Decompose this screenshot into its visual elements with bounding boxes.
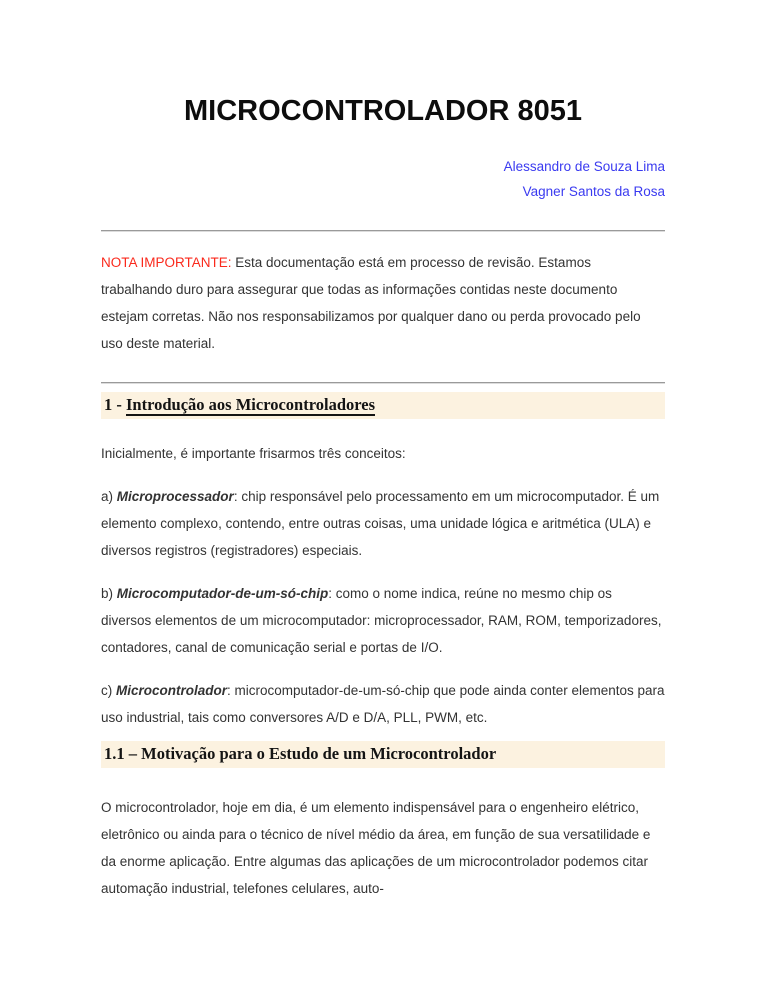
definition-item-a xyxy=(101,483,665,564)
page-title: MICROCONTROLADOR 8051 xyxy=(184,95,582,127)
item-b-term: Microcomputador-de-um-só-chip xyxy=(116,586,329,601)
definition-item-c xyxy=(101,677,665,731)
item-c-prefix: c) xyxy=(101,683,116,698)
item-a-prefix: a) xyxy=(101,489,117,504)
intro-paragraph: Inicialmente, é importante frisarmos três conceitos: xyxy=(101,446,406,461)
document-page xyxy=(101,0,665,902)
important-note-paragraph xyxy=(101,249,665,357)
author-name-1: Alessandro de Souza Lima xyxy=(503,159,665,174)
section-1-number: 1 - xyxy=(104,395,126,414)
section-1-1-title: 1.1 – Motivação para o Estudo de um Microcontrolador xyxy=(104,744,497,763)
item-b-prefix: b) xyxy=(101,586,117,601)
note-text: Esta documentação está em processo de revisão. Estamos trabalhando duro para assegurar que todas as informações contidas neste documento estejam corretas. Não nos responsabilizamos por qualquer dano ou perda provocado pelo uso deste material. xyxy=(101,255,641,351)
section-1-heading xyxy=(101,392,665,419)
item-a-term: Microprocessador xyxy=(116,489,234,504)
author-name-2: Vagner Santos da Rosa xyxy=(522,184,665,199)
authors-block xyxy=(101,154,665,204)
motivation-paragraph: O microcontrolador, hoje em dia, é um elemento indispensável para o engenheiro elétrico, eletrônico ou ainda para o técnico de nível médio da área, em função de sua versatilidade e da enorme aplicação. Entre algumas das aplicações de um microcontrolador podemos citar automação industrial, telefones celulares, auto- xyxy=(101,800,651,896)
note-label: NOTA IMPORTANTE: xyxy=(101,255,232,270)
item-c-text: : microcomputador-de-um-só-chip que pode ainda conter elementos para uso industrial, tais como conversores A/D e D/A, PLL, PWM, etc. xyxy=(101,683,665,725)
horizontal-rule-top xyxy=(101,230,665,232)
section-1-title: Introdução aos Microcontroladores xyxy=(126,395,376,414)
item-a-text: : chip responsável pelo processamento em um microcomputador. É um elemento complexo, contendo, entre outras coisas, uma unidade lógica e aritmética (ULA) e diversos registros (registradores) especiais. xyxy=(101,489,660,558)
definition-item-b xyxy=(101,580,665,661)
section-1-1-heading xyxy=(101,741,665,768)
item-b-text: : como o nome indica, reúne no mesmo chip os diversos elementos de um microcomputador: microprocessador, RAM, ROM, temporizadores, contadores, canal de comunicação serial e portas de I/O. xyxy=(101,586,662,655)
item-c-term: Microcontrolador xyxy=(116,683,228,698)
horizontal-rule-bottom xyxy=(101,382,665,384)
